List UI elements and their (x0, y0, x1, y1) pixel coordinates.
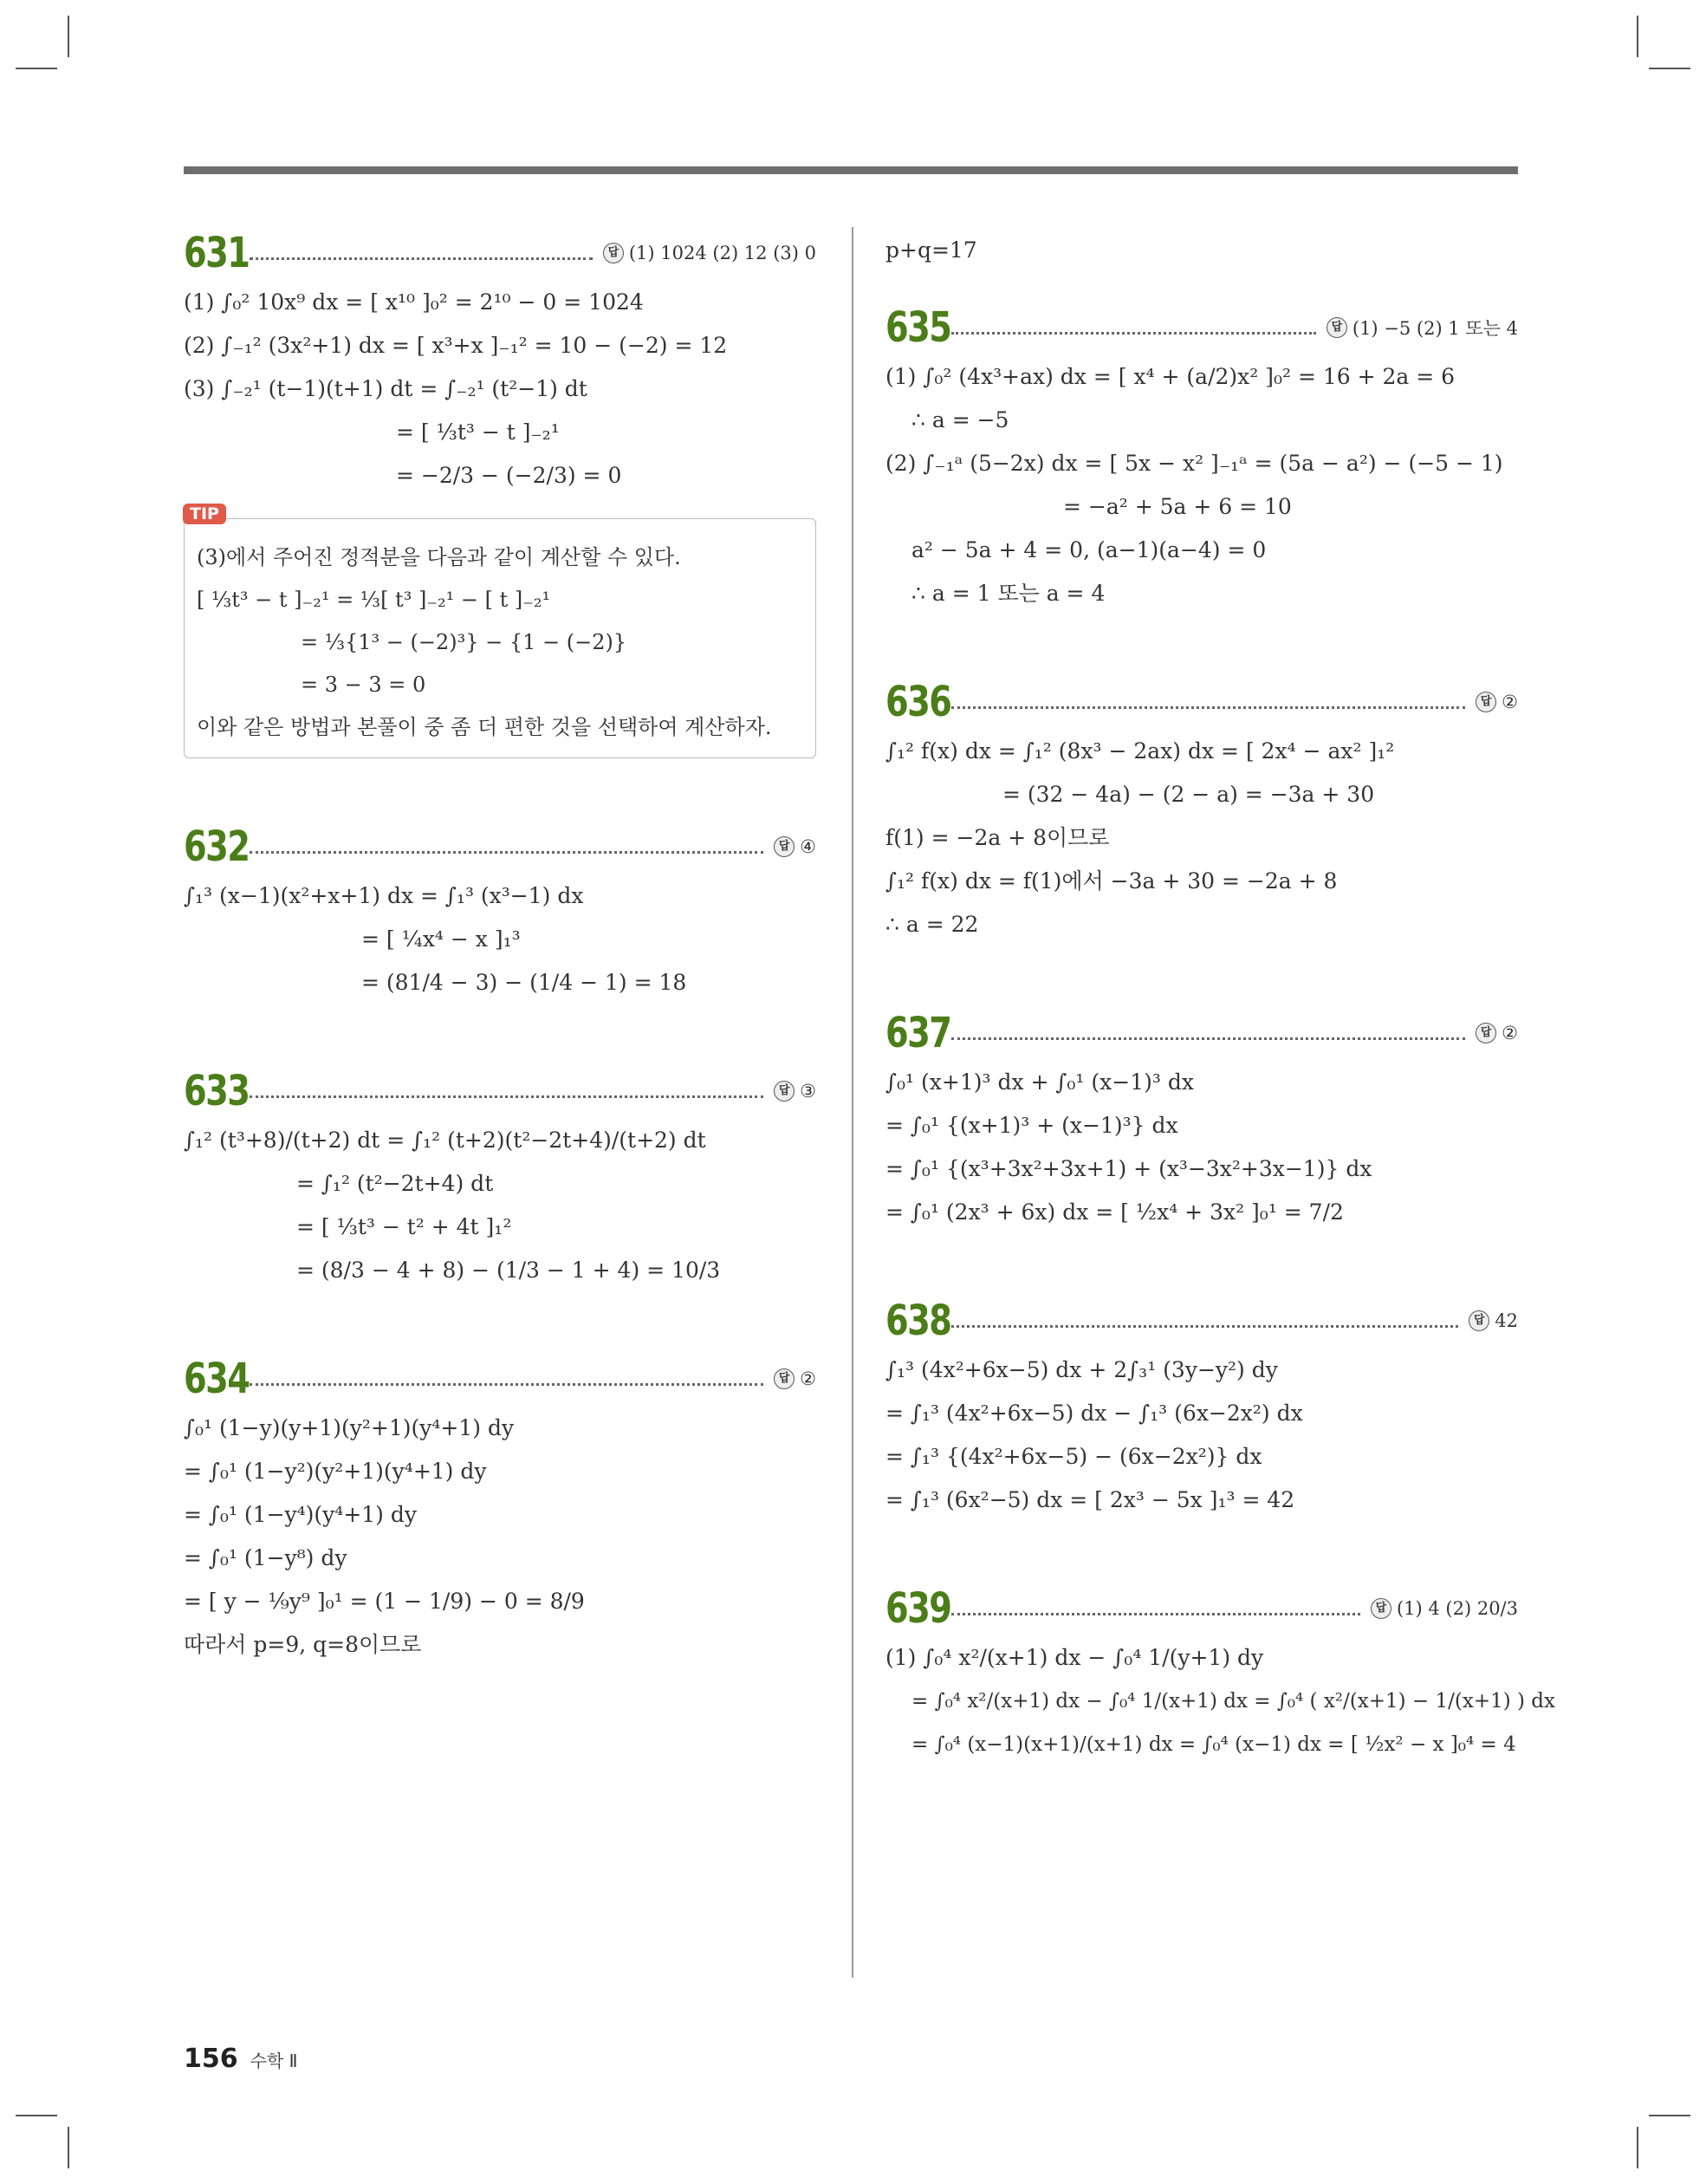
answer (774, 836, 816, 857)
carry-over-line: p+q=17 (885, 237, 977, 263)
math-line: f(1) = −2a + 8이므로 (885, 825, 1110, 850)
math-line: (1) ∫₀⁴ x²/(x+1) dx − ∫₀⁴ 1/(y+1) dy (885, 1645, 1264, 1670)
math-line: ∴ a = 1 또는 a = 4 (911, 581, 1106, 606)
crop-mark (1649, 68, 1690, 69)
math-line: (1) ∫₀² 10x⁹ dx = [ x¹⁰ ]₀² = 2¹⁰ − 0 = 1024 (184, 289, 644, 315)
problem-header (184, 1353, 816, 1405)
crop-mark (16, 2115, 57, 2116)
tip-line: [ ⅓t³ − t ]₋₂¹ = ⅓[ t³ ]₋₂¹ − [ t ]₋₂¹ (197, 588, 551, 612)
solution-633 (184, 1065, 816, 1290)
crop-mark (1649, 2115, 1690, 2116)
tip-box (184, 504, 816, 758)
answer (1476, 692, 1518, 712)
answer (774, 1368, 816, 1389)
leader-dots (951, 1325, 1458, 1328)
problem-header (885, 302, 1518, 354)
math-line: = [ ¼x⁴ − x ]₁³ (361, 926, 521, 952)
crop-mark (1637, 16, 1638, 57)
solution-634 (184, 1353, 816, 1665)
answer-icon: 답 (603, 243, 624, 263)
math-line: ∫₀¹ (1−y)(y+1)(y²+1)(y⁴+1) dy (184, 1415, 515, 1440)
problem-header (885, 676, 1518, 728)
math-line: = ∫₀¹ (1−y⁴)(y⁴+1) dy (184, 1502, 417, 1527)
math-line: (1) ∫₀² (4x³+ax) dx = [ x⁴ + (a/2)x² ]₀² = 16 + 2a = 6 (885, 364, 1456, 389)
header-rule (184, 166, 1518, 174)
math-line: = ∫₁³ (6x²−5) dx = [ 2x³ − 5x ]₁³ = 42 (885, 1487, 1295, 1512)
math-line: ∫₁² f(x) dx = f(1)에서 −3a + 30 = −2a + 8 (885, 868, 1338, 894)
leader-dots (250, 851, 763, 854)
leader-dots (250, 257, 593, 260)
problem-number: 634 (184, 1355, 250, 1403)
leader-dots (951, 1037, 1465, 1040)
problem-header (184, 227, 816, 279)
left-column (184, 227, 816, 1727)
problem-number: 633 (184, 1067, 250, 1115)
tip-label: TIP (183, 504, 226, 524)
math-line: = ∫₁³ {(4x²+6x−5) − (6x−2x²)} dx (885, 1444, 1262, 1469)
math-line: = [ y − ⅑y⁹ ]₀¹ = (1 − 1/9) − 0 = 8/9 (184, 1589, 585, 1614)
problem-number: 637 (885, 1009, 951, 1057)
math-line: (3) ∫₋₂¹ (t−1)(t+1) dt = ∫₋₂¹ (t²−1) dt (184, 376, 587, 401)
answer-text: (1) −5 (2) 1 또는 4 (1352, 318, 1518, 339)
leader-dots (250, 1383, 763, 1386)
math-line: ∫₁² (t³+8)/(t+2) dt = ∫₁² (t+2)(t²−2t+4)/(t+2) dt (184, 1128, 706, 1153)
solution-635 (885, 302, 1518, 614)
answer (1469, 1310, 1518, 1331)
solution-631 (184, 227, 816, 758)
answer-text: ④ (800, 836, 816, 857)
math-line: = −a² + 5a + 6 = 10 (1063, 494, 1292, 519)
math-line: = (81/4 − 3) − (1/4 − 1) = 18 (361, 970, 687, 995)
solution-638 (885, 1295, 1518, 1520)
answer-icon: 답 (1476, 1023, 1496, 1043)
tip-line: = ⅓{1³ − (−2)³} − {1 − (−2)} (301, 630, 627, 654)
page-number: 156 (184, 2044, 238, 2074)
leader-dots (250, 1095, 763, 1098)
leader-dots (951, 332, 1316, 335)
answer-icon: 답 (774, 1081, 795, 1102)
problem-header (885, 1007, 1518, 1059)
problem-number: 636 (885, 678, 951, 726)
math-line: = ∫₀⁴ x²/(x+1) dx − ∫₀⁴ 1/(x+1) dx = ∫₀⁴ ( x²/(x+1) − 1/(x+1) ) dx (911, 1690, 1555, 1713)
math-line: ∴ a = 22 (885, 912, 979, 937)
math-line: = ∫₀¹ (2x³ + 6x) dx = [ ½x⁴ + 3x² ]₀¹ = 7/2 (885, 1199, 1344, 1225)
answer (603, 243, 816, 263)
problem-header (184, 1065, 816, 1117)
math-line: a² − 5a + 4 = 0, (a−1)(a−4) = 0 (911, 537, 1267, 562)
math-line: = ∫₁³ (4x²+6x−5) dx − ∫₁³ (6x−2x²) dx (885, 1401, 1303, 1426)
solution-632 (184, 821, 816, 1003)
problem-number: 631 (184, 229, 250, 277)
answer-text: (1) 4 (2) 20/3 (1396, 1598, 1518, 1619)
math-line: = (32 − 4a) − (2 − a) = −3a + 30 (1002, 782, 1375, 807)
problem-number: 632 (184, 822, 250, 871)
right-column (885, 227, 1555, 1827)
crop-mark (1637, 2127, 1638, 2168)
math-line: ∫₀¹ (x+1)³ dx + ∫₀¹ (x−1)³ dx (885, 1069, 1194, 1095)
problem-number: 639 (885, 1584, 951, 1633)
problem-header (885, 1295, 1518, 1347)
leader-dots (951, 1613, 1360, 1615)
math-line: = ∫₁² (t²−2t+4) dt (296, 1171, 494, 1196)
answer (1476, 1023, 1518, 1043)
math-line: = [ ⅓t³ − t ]₋₂¹ (396, 419, 560, 445)
page-footer (184, 2044, 297, 2074)
tip-line: 이와 같은 방법과 본풀이 중 좀 더 편한 것을 선택하여 계산하자. (197, 715, 772, 739)
answer-text: ③ (800, 1081, 816, 1102)
answer-icon: 답 (774, 1368, 795, 1389)
math-line: = [ ⅓t³ − t² + 4t ]₁² (296, 1214, 512, 1239)
math-line: = ∫₀¹ {(x+1)³ + (x−1)³} dx (885, 1113, 1178, 1138)
answer (1327, 315, 1518, 341)
math-line: = ∫₀¹ (1−y⁸) dy (184, 1545, 347, 1570)
math-line: = ∫₀⁴ (x−1)(x+1)/(x+1) dx = ∫₀⁴ (x−1) dx = [ ½x² − x ]₀⁴ = 4 (911, 1733, 1516, 1756)
math-line: ∴ a = −5 (911, 407, 1009, 432)
problem-header (885, 1583, 1518, 1635)
answer-icon: 답 (1469, 1310, 1489, 1331)
crop-mark (16, 68, 57, 69)
math-line: = (8/3 − 4 + 8) − (1/3 − 1 + 4) = 10/3 (296, 1258, 721, 1283)
answer-icon: 답 (1371, 1598, 1391, 1619)
problem-number: 635 (885, 303, 951, 352)
math-line: ∫₁³ (x−1)(x²+x+1) dx = ∫₁³ (x³−1) dx (184, 883, 584, 908)
answer-text: (1) 1024 (2) 12 (3) 0 (628, 243, 816, 263)
math-line: (2) ∫₋₁² (3x²+1) dx = [ x³+x ]₋₁² = 10 − (−2) = 12 (184, 333, 728, 358)
answer-icon: 답 (1476, 692, 1496, 712)
math-line: ∫₁³ (4x²+6x−5) dx + 2∫₃¹ (3y−y²) dy (885, 1357, 1278, 1382)
math-line: (2) ∫₋₁ᵃ (5−2x) dx = [ 5x − x² ]₋₁ᵃ = (5a − a²) − (−5 − 1) (885, 451, 1503, 476)
answer (774, 1081, 816, 1102)
problem-number: 638 (885, 1297, 951, 1345)
math-line: 따라서 p=9, q=8이므로 (184, 1632, 422, 1657)
math-line: = ∫₀¹ (1−y²)(y²+1)(y⁴+1) dy (184, 1459, 487, 1484)
solution-637 (885, 1007, 1518, 1232)
math-line: = −2/3 − (−2/3) = 0 (396, 463, 622, 488)
solution-636 (885, 676, 1518, 945)
problem-header (184, 821, 816, 873)
answer-icon: 답 (774, 836, 795, 857)
subject-label: 수학 Ⅱ (250, 2051, 298, 2071)
answer-text: ② (1502, 1023, 1518, 1043)
tip-line: (3)에서 주어진 정적분을 다음과 같이 계산할 수 있다. (197, 545, 681, 569)
solution-639 (885, 1583, 1555, 1765)
crop-mark (68, 16, 69, 57)
math-line: = ∫₀¹ {(x³+3x²+3x+1) + (x³−3x²+3x−1)} dx (885, 1156, 1372, 1181)
answer-text: 42 (1495, 1310, 1518, 1331)
column-divider (852, 227, 853, 1978)
answer-icon: 답 (1327, 317, 1347, 338)
crop-mark (68, 2127, 69, 2168)
answer (1371, 1598, 1518, 1619)
tip-line: = 3 − 3 = 0 (301, 673, 426, 697)
answer-text: ② (1502, 692, 1518, 712)
answer-text: ② (800, 1368, 816, 1389)
math-line: ∫₁² f(x) dx = ∫₁² (8x³ − 2ax) dx = [ 2x⁴ − ax² ]₁² (885, 738, 1395, 764)
leader-dots (951, 706, 1465, 709)
